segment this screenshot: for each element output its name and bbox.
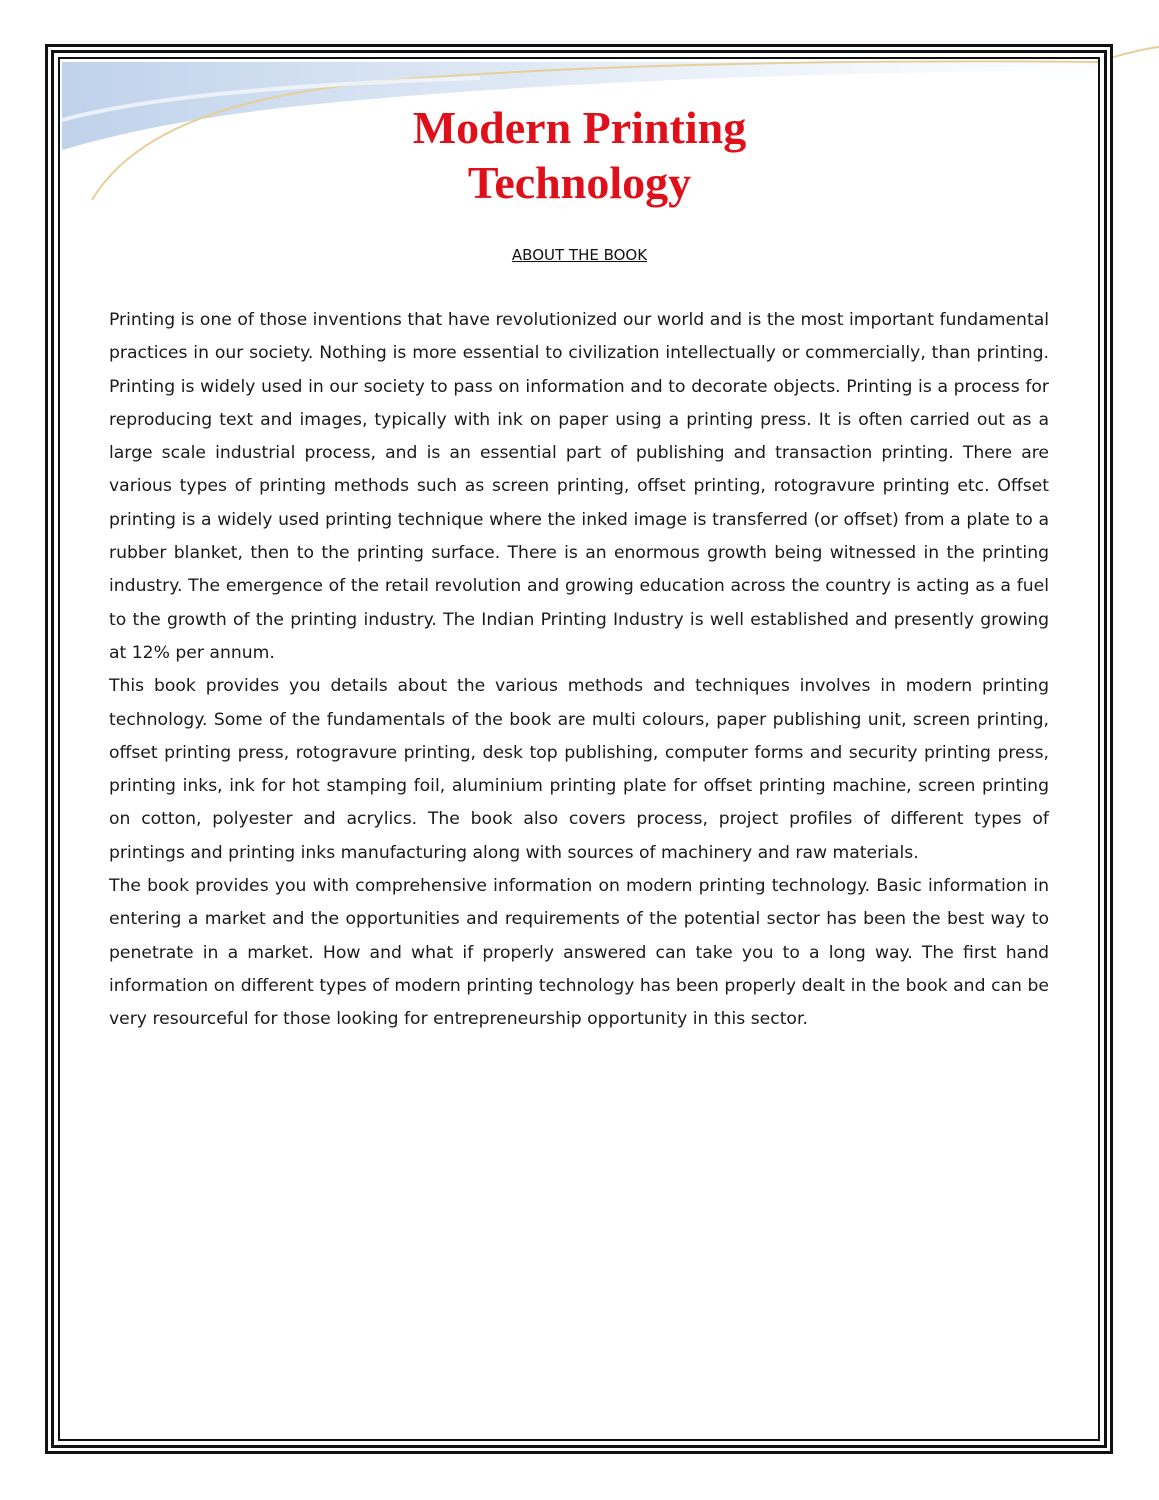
body-text	[109, 304, 1049, 1037]
paragraph: This book provides you details about the various methods and techniques involves in modern printing technology. Some of the fundamentals of the book are multi colours, paper publishing unit, screen printing, offset printing press, rotogravure printing, desk top publishing, computer forms and security printing press, printing inks, ink for hot stamping foil, aluminium printing plate for offset printing machine, screen printing on cotton, polyester and acrylics. The book also covers process, project profiles of different types of printings and printing inks manufacturing along with sources of machinery and raw materials.	[109, 676, 1049, 863]
page-title-line-2: Technology	[467, 157, 692, 208]
paragraph: The book provides you with comprehensive information on modern printing technology. Basic information in entering a market and the opportunities and requirements of the potential sector has been the best way to penetrate in a market. How and what if properly answered can take you to a long way. The first hand information on different types of modern printing technology has been properly dealt in the book and can be very resourceful for those looking for entrepreneurship opportunity in this sector.	[109, 876, 1049, 1030]
page-title-line-1: Modern Printing	[412, 102, 747, 153]
paragraph: Printing is one of those inventions that have revolutionized our world and is the most important fundamental practices in our society. Nothing is more essential to civilization intellectually or commercially, than printing. Printing is widely used in our society to pass on information and to decorate objects. Printing is a process for reproducing text and images, typically with ink on paper using a printing press. It is often carried out as a large scale industrial process, and is an essential part of publishing and transaction printing. There are various types of printing methods such as screen printing, offset printing, rotogravure printing etc. Offset printing is a widely used printing technique where the inked image is transferred (or offset) from a plate to a rubber blanket, then to the printing surface. There is an enormous growth being witnessed in the printing industry. The emergence of the retail revolution and growing education across the country is acting as a fuel to the growth of the printing industry. The Indian Printing Industry is well established and presently growing at 12% per annum.	[109, 310, 1049, 663]
section-heading: ABOUT THE BOOK	[511, 246, 648, 264]
